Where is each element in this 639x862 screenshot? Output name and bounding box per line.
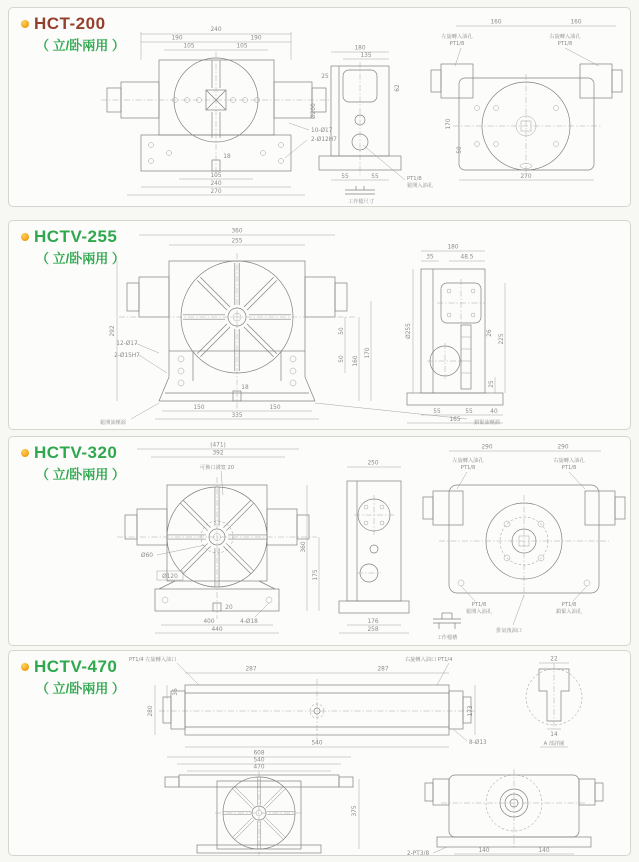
dim-label: 375 [352,805,358,817]
model-title: HCTV-255 [34,227,118,246]
front-view [101,27,337,195]
dim-label: Ø200 [311,103,317,119]
dim-label: 292 [110,325,116,337]
dim-label: 240 [210,27,222,33]
dim-label: 55 [371,174,379,180]
dim-label: 18 [223,154,231,160]
oil-port-label: PT1/8 [449,41,465,47]
panel-header [21,443,125,483]
panel-hct-200 [8,7,631,207]
dim-label: 50 [339,327,345,335]
dim-label: 470 [253,764,265,771]
dia-callout: Ø120 [162,574,178,580]
dim-label: 22 [550,656,558,663]
tslot-detail [433,613,461,641]
dim-label: 280 [148,705,154,717]
dim-label: 180 [354,45,366,52]
dim-label: 25 [321,74,329,80]
dim-label: 190 [250,35,262,42]
rear-view [431,20,622,181]
oil-source-label: 鬆開油壓源 [100,420,126,426]
dim-label: 255 [231,238,243,245]
hole-callout: 10-Ø17 [311,128,333,134]
bullet-icon [21,449,29,457]
dim-label: 150 [269,405,281,411]
dim-label: 25 [489,380,495,388]
oil-port-label: PT1/8 [471,602,487,608]
dim-label: 160 [353,355,359,367]
dim-label: 440 [211,627,223,633]
oil-port-label: 右旋轉入油口 PT1/4 [405,657,453,663]
dim-label: 287 [377,666,389,673]
oil-port-label: PT1/8 [557,41,573,47]
dim-label: 250 [367,460,379,467]
dim-label: 18 [241,385,249,391]
oil-port-label: 鎖緊入油孔 [556,609,582,615]
front-view [117,443,319,634]
tslot-label: 工作檯槽 [436,635,458,641]
oil-port-label: PT1/8 [460,465,476,471]
dim-label: 48.5 [460,254,474,261]
dim-label: 140 [538,848,550,854]
slot-width-label: 可換口溝寬 20 [199,465,235,471]
bullet-icon [21,663,29,671]
dim-label: 540 [311,740,323,747]
a-detail [526,657,582,748]
hole-callout: 8-Ø13 [469,740,487,746]
dim-label: 150 [193,405,205,411]
dim-label: 165 [449,417,461,423]
dim-label: 270 [520,174,532,180]
oil-port-label: 右旋轉入油孔 [549,34,581,40]
dim-label: 608 [253,750,265,757]
dim-label: 20 [225,605,233,611]
oil-port-label: PT1/4 左旋轉入油口 [129,657,177,663]
model-subtitle: （ 立/卧兩用 ） [36,251,125,266]
dim-label: 270 [210,189,222,195]
pin-callout: 2-Ø15H7 [114,353,140,359]
dim-label: 360 [231,228,243,235]
dim-label: 160 [570,19,582,26]
oil-port-label: PT1/8 [561,465,577,471]
dim-label: 176 [367,619,379,625]
dim-label: 392 [212,450,224,457]
model-subtitle: （ 立/卧兩用 ） [36,38,125,53]
panel-header [21,657,125,697]
panel-header [21,227,125,267]
side-view [339,461,409,634]
top-view [129,655,487,747]
dim-label: 40 [490,409,498,415]
dim-label: 190 [171,35,183,42]
bullet-icon [21,20,29,28]
dim-label: 173 [468,705,474,717]
dim-label: 35 [426,254,434,261]
oil-port-label: 左旋轉入油孔 [441,34,473,40]
dia-callout: Ø60 [141,553,153,559]
model-title: HCTV-470 [34,657,118,676]
side-view [405,245,505,424]
hole-callout: 4-Ø18 [240,619,258,625]
dim-label: 175 [313,569,319,581]
dim-label: 160 [490,19,502,26]
oil-source-label: 鎖緊油壓源 [474,420,500,426]
oil-port-label: PT1/8 [561,602,577,608]
table-size-label: 工作檯尺寸 [348,199,374,205]
front-view [165,751,359,856]
dim-label: 287 [245,666,257,673]
drain-label: 排氣洩油口 [496,628,522,634]
dim-label: 50 [457,146,463,154]
dim-label: (471) [210,442,226,449]
panel-hctv-320 [8,436,631,646]
dim-label: 105 [236,43,248,50]
dim-label: 170 [446,118,452,130]
side-view [310,46,433,206]
dim-label: 26 [487,329,493,337]
pin-callout: 2-Ø12H7 [311,137,337,143]
dim-label: 170 [365,347,371,359]
dim-label: 290 [481,444,493,451]
front-view [100,229,501,427]
dim-label: 105 [183,43,195,50]
dim-label: 225 [499,333,505,345]
panel-hctv-255 [8,220,631,430]
model-subtitle: （ 立/卧兩用 ） [36,467,125,482]
dim-label: 55 [341,174,349,180]
port-callout: 2-PT3/8 [407,851,430,857]
panel-header [21,14,125,54]
oil-port-label: 左旋轉入油孔 [452,458,484,464]
detail-label: A 部詳圖 [543,741,565,747]
dim-label: 55 [465,409,473,415]
panel-hctv-470 [8,650,631,856]
dim-label: 50 [339,355,345,363]
dim-label: 360 [301,541,307,553]
dim-label: 36 [173,688,179,696]
dim-label: 400 [203,619,215,625]
dim-label: 540 [253,757,265,764]
oil-port-label: PT1/8 [407,176,422,182]
hole-callout: 12-Ø17 [116,341,138,347]
oil-port-label: 鬆開入油孔 [407,183,433,189]
dim-label: 335 [231,413,243,419]
dim-label: 62 [395,84,401,92]
model-subtitle: （ 立/卧兩用 ） [36,681,125,696]
bullet-icon [21,233,29,241]
model-title: HCTV-320 [34,443,118,462]
dim-label: 55 [433,409,441,415]
dim-label: Ø255 [406,323,412,339]
dim-label: 14 [550,732,558,738]
dim-label: 135 [360,53,372,59]
model-title: HCT-200 [34,14,106,33]
rear-view [423,445,625,635]
dim-label: 140 [478,848,490,854]
oil-port-label: 右旋轉入油孔 [553,458,585,464]
dim-label: 180 [447,244,459,251]
dim-label: 240 [210,181,222,187]
dim-label: 258 [367,627,379,633]
dim-label: 105 [210,173,222,179]
rear-view [407,769,603,856]
oil-port-label: 鬆開入油孔 [466,609,492,615]
dim-label: 290 [557,444,569,451]
